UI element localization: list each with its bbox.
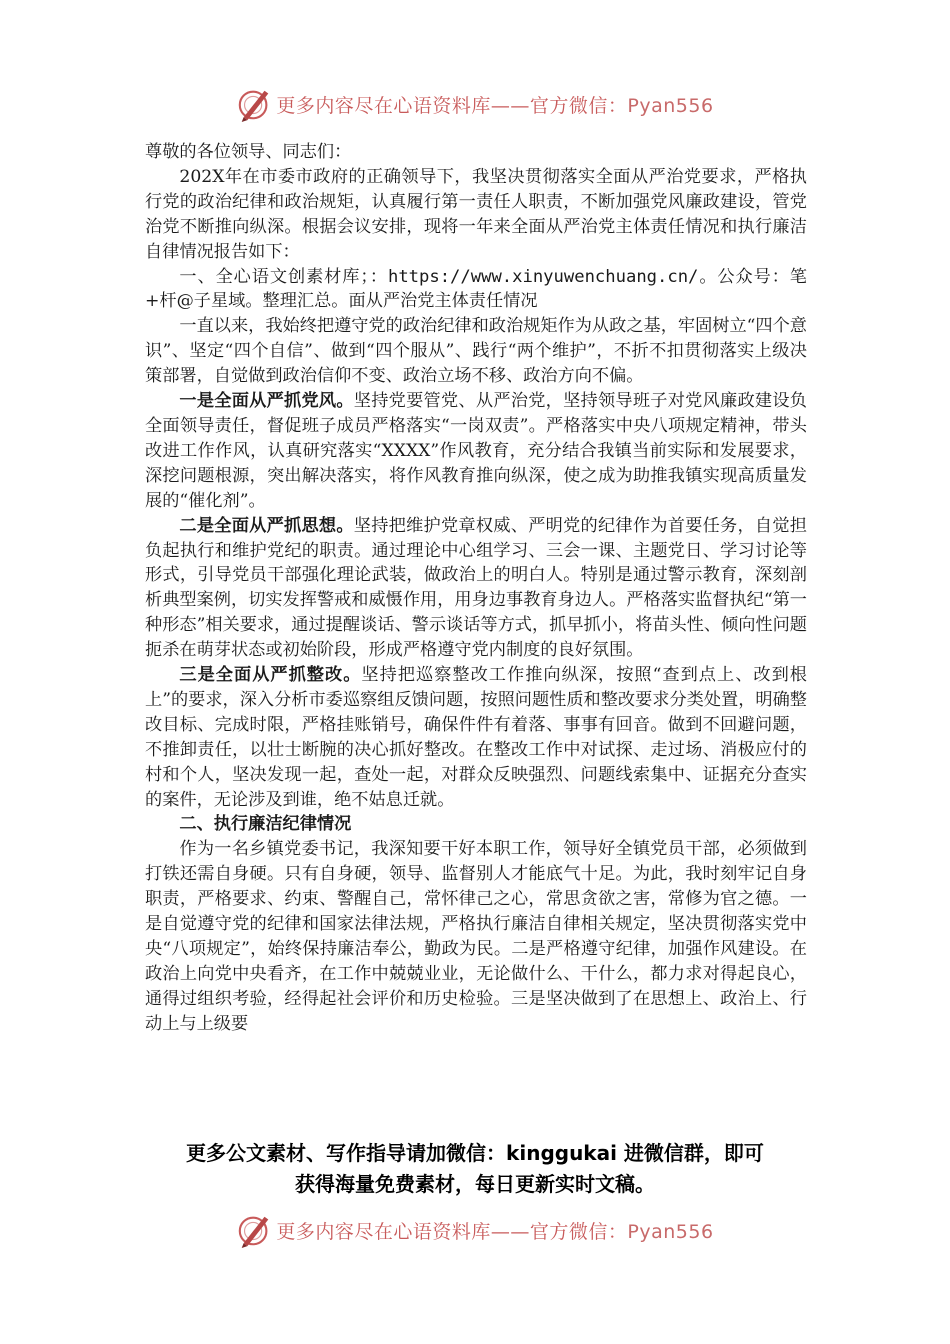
item-3-title: 三是全面从严抓整改。 (179, 665, 362, 686)
promo-line-1: 更多公文素材、写作指导请加微信：kinggukai 进微信群，即可 (186, 1141, 764, 1165)
footer-banner (0, 1208, 950, 1252)
section-2-paragraph: 作为一名乡镇党委书记，我深知要干好本职工作，领导好全镇党员干部，必须做到打铁还需自身硬。只有自身硬，领导、监督别人才能底气十足。为此，我时刻牢记自身职责，严格要求、约束、警醒自己，常怀律己之心，常思贪欲之害，常修为官之德。一是自觉遵守党的纪律和国家法律法规，严格执行廉洁自律相关规定，坚决贯彻落实党中央“八项规定”，始终保持廉洁奉公，勤政为民。二是严格遵守纪律，加强作风建设。在政治上向党中央看齐，在工作中兢兢业业，无论做什么、干什么，都力求对得起良心，通得过组织考验，经得起社会评价和历史检验。三是坚决做到了在思想上、政治上、行动上与上级要 (145, 839, 807, 1034)
header-banner (0, 82, 950, 126)
document-body (145, 140, 807, 1037)
section-1-paragraph: 一直以来，我始终把遵守党的政治纪律和政治规矩作为从政之基，牢固树立“四个意识”、坚定“四个自信”、做到“四个服从”、践行“两个维护”，不折不扣贯彻落实上级决策部署，自觉做到政治信仰不变、政治立场不移、政治方向不偏。 (145, 316, 807, 387)
section-1-heading: 一、全心语文创素材库；：https://www.xinyuwenchuang.cn/。公众号：笔+杆@子星域。整理汇总。面从严治党主体责任情况 (145, 266, 807, 312)
item-2-title: 二是全面从严抓思想。 (179, 515, 354, 536)
item-1-paragraph: 一是全面从严抓党风。坚持党要管党、从严治党，坚持领导班子对党风廉政建设负全面领导责任，督促班子成员严格落实“一岗双责”。严格落实中央八项规定精神，带头改进工作作风，认真研究落实“XXXX”作风教育，充分结合我镇当前实际和发展要求，深挖问题根源，突出解决落实，将作风教育推向纵深，使之成为助推我镇实现高质量发展的“催化剂”。 (145, 391, 807, 511)
section-2-heading: 二、执行廉洁纪律情况 (179, 814, 352, 835)
promo-notice (0, 1138, 950, 1200)
footer-banner-text: 更多内容尽在心语资料库——官方微信：Pyan556 (276, 1220, 714, 1243)
intro-paragraph: 202X年在市委市政府的正确领导下，我坚决贯彻落实全面从严治党要求，严格执行党的政治纪律和政治规矩，认真履行第一责任人职责，不断加强党风廉政建设，管党治党不断推向纵深。根据会议安排，现将一年来全面从严治党主体责任情况和执行廉洁自律情况报告如下： (145, 166, 807, 262)
pen-logo-icon (236, 85, 274, 123)
salutation: 尊敬的各位领导、同志们： (145, 142, 352, 162)
item-3-paragraph: 三是全面从严抓整改。坚持把巡察整改工作推向纵深，按照“查到点上、改到根上”的要求，深入分析市委巡察组反馈问题，按照问题性质和整改要求分类处置，明确整改目标、完成时限，严格挂账销号，确保件件有着落、事事有回音。做到不回避问题，不推卸责任，以壮士断腕的决心抓好整改。在整改工作中对试探、走过场、消极应付的村和个人，坚决发现一起，查处一起，对群众反映强烈、问题线索集中、证据充分查实的案件，无论涉及到谁，绝不姑息迁就。 (145, 665, 807, 810)
promo-line-2: 获得海量免费素材，每日更新实时文稿。 (295, 1172, 655, 1196)
item-1-title: 一是全面从严抓党风。 (179, 391, 354, 412)
pen-logo-icon (236, 1211, 274, 1249)
header-banner-text: 更多内容尽在心语资料库——官方微信：Pyan556 (276, 94, 714, 117)
item-2-paragraph: 二是全面从严抓思想。坚持把维护党章权威、严明党的纪律作为首要任务，自觉担负起执行和维护党纪的职责。通过理论中心组学习、三会一课、主题党日、学习讨论等形式，引导党员干部强化理论武装，做政治上的明白人。特别是通过警示教育，深刻剖析典型案例，切实发挥警戒和威慑作用，用身边事教育身边人。严格落实监督执纪“第一种形态”相关要求，通过提醒谈话、警示谈话等方式，抓早抓小，将苗头性、倾向性问题扼杀在萌芽状态或初始阶段，形成严格遵守党内制度的良好氛围。 (145, 515, 807, 661)
